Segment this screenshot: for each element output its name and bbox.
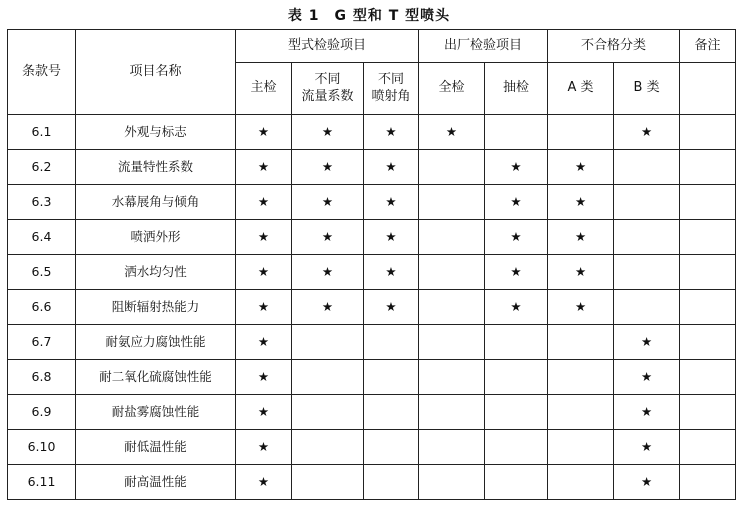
mark-cell xyxy=(236,290,292,325)
mark-cell xyxy=(485,360,548,395)
mark-cell xyxy=(364,290,419,325)
header-nonconformity-class: 不合格分类 xyxy=(548,30,680,63)
mark-cell xyxy=(292,150,364,185)
header-angle-line1: 不同 xyxy=(378,72,405,88)
star-icon: ★ xyxy=(510,159,522,175)
mark-cell xyxy=(292,255,364,290)
item-name: 洒水均匀性 xyxy=(76,255,236,290)
mark-cell xyxy=(236,255,292,290)
mark-cell xyxy=(548,360,614,395)
mark-cell xyxy=(419,430,485,465)
header-main-test: 主检 xyxy=(236,63,292,115)
mark-cell xyxy=(236,185,292,220)
table-row xyxy=(8,220,736,255)
mark-cell xyxy=(292,395,364,430)
mark-cell xyxy=(419,115,485,150)
star-icon: ★ xyxy=(574,264,587,280)
mark-cell xyxy=(548,220,614,255)
clause-number: 6.7 xyxy=(8,325,76,360)
star-icon: ★ xyxy=(640,334,653,350)
mark-cell xyxy=(236,325,292,360)
mark-cell xyxy=(680,325,736,360)
table-row xyxy=(8,325,736,360)
mark-cell xyxy=(485,395,548,430)
mark-cell xyxy=(485,290,548,325)
star-icon: ★ xyxy=(321,159,334,175)
star-icon: ★ xyxy=(257,439,270,455)
star-icon: ★ xyxy=(257,299,270,315)
mark-cell xyxy=(680,430,736,465)
mark-cell xyxy=(680,255,736,290)
table-caption: 表 1 G 型和 T 型喷头 xyxy=(287,8,451,24)
mark-cell xyxy=(364,115,419,150)
mark-cell xyxy=(548,255,614,290)
clause-number: 6.8 xyxy=(8,360,76,395)
star-icon: ★ xyxy=(510,194,522,210)
table-header xyxy=(8,30,736,115)
table-body xyxy=(8,115,736,500)
mark-cell xyxy=(292,115,364,150)
star-icon: ★ xyxy=(257,124,270,140)
clause-number: 6.1 xyxy=(8,115,76,150)
table-row xyxy=(8,290,736,325)
clause-number: 6.2 xyxy=(8,150,76,185)
mark-cell xyxy=(614,220,680,255)
clause-number: 6.10 xyxy=(8,430,76,465)
mark-cell xyxy=(236,360,292,395)
item-name: 耐氨应力腐蚀性能 xyxy=(76,325,236,360)
mark-cell xyxy=(680,185,736,220)
star-icon: ★ xyxy=(510,264,522,280)
mark-cell xyxy=(292,465,364,500)
mark-cell xyxy=(292,430,364,465)
mark-cell xyxy=(419,360,485,395)
mark-cell xyxy=(485,220,548,255)
mark-cell xyxy=(419,255,485,290)
mark-cell xyxy=(236,220,292,255)
star-icon: ★ xyxy=(574,194,587,210)
header-flow-line1: 不同 xyxy=(314,72,341,88)
star-icon: ★ xyxy=(257,264,270,280)
mark-cell xyxy=(548,290,614,325)
header-clause: 条款号 xyxy=(8,30,76,115)
star-icon: ★ xyxy=(321,229,334,245)
item-name: 耐高温性能 xyxy=(76,465,236,500)
mark-cell xyxy=(680,465,736,500)
mark-cell xyxy=(364,325,419,360)
mark-cell xyxy=(614,360,680,395)
item-name: 外观与标志 xyxy=(76,115,236,150)
header-class-a: A 类 xyxy=(548,63,614,115)
mark-cell xyxy=(419,220,485,255)
mark-cell xyxy=(485,150,548,185)
star-icon: ★ xyxy=(510,229,522,245)
header-class-b: B 类 xyxy=(614,63,680,115)
header-sampling-inspection: 抽检 xyxy=(485,63,548,115)
mark-cell xyxy=(485,325,548,360)
mark-cell xyxy=(548,465,614,500)
mark-cell xyxy=(364,465,419,500)
mark-cell xyxy=(548,430,614,465)
mark-cell xyxy=(680,395,736,430)
table-row xyxy=(8,150,736,185)
header-spray-angle xyxy=(364,63,419,115)
mark-cell xyxy=(364,255,419,290)
mark-cell xyxy=(419,465,485,500)
mark-cell xyxy=(364,150,419,185)
header-item-name: 项目名称 xyxy=(76,30,236,115)
mark-cell xyxy=(680,150,736,185)
star-icon: ★ xyxy=(385,159,397,175)
mark-cell xyxy=(236,150,292,185)
clause-number: 6.4 xyxy=(8,220,76,255)
star-icon: ★ xyxy=(640,439,653,455)
mark-cell xyxy=(614,255,680,290)
mark-cell xyxy=(614,430,680,465)
item-name: 阻断辐射热能力 xyxy=(76,290,236,325)
mark-cell xyxy=(292,185,364,220)
item-name: 流量特性系数 xyxy=(76,150,236,185)
mark-cell xyxy=(548,150,614,185)
star-icon: ★ xyxy=(321,194,334,210)
header-full-inspection: 全检 xyxy=(419,63,485,115)
star-icon: ★ xyxy=(385,194,397,210)
mark-cell xyxy=(236,465,292,500)
mark-cell xyxy=(419,185,485,220)
star-icon: ★ xyxy=(445,124,458,140)
mark-cell xyxy=(614,115,680,150)
table-row xyxy=(8,115,736,150)
mark-cell xyxy=(236,115,292,150)
header-type-test: 型式检验项目 xyxy=(236,30,419,63)
mark-cell xyxy=(680,290,736,325)
clause-number: 6.11 xyxy=(8,465,76,500)
clause-number: 6.5 xyxy=(8,255,76,290)
mark-cell xyxy=(485,185,548,220)
mark-cell xyxy=(680,360,736,395)
mark-cell xyxy=(548,185,614,220)
mark-cell xyxy=(680,220,736,255)
header-angle-line2: 喷射角 xyxy=(371,88,411,104)
star-icon: ★ xyxy=(510,299,522,315)
inspection-table xyxy=(7,29,736,500)
mark-cell xyxy=(614,290,680,325)
clause-number: 6.6 xyxy=(8,290,76,325)
mark-cell xyxy=(485,255,548,290)
star-icon: ★ xyxy=(321,264,334,280)
table-row xyxy=(8,430,736,465)
table-row xyxy=(8,255,736,290)
table-row xyxy=(8,185,736,220)
item-name: 水幕展角与倾角 xyxy=(76,185,236,220)
header-remark-blank xyxy=(680,63,736,115)
star-icon: ★ xyxy=(640,404,653,420)
mark-cell xyxy=(614,395,680,430)
star-icon: ★ xyxy=(385,299,397,315)
header-flow-line2: 流量系数 xyxy=(301,88,354,104)
star-icon: ★ xyxy=(257,334,270,350)
star-icon: ★ xyxy=(385,264,397,280)
mark-cell xyxy=(292,360,364,395)
star-icon: ★ xyxy=(257,369,270,385)
mark-cell xyxy=(680,115,736,150)
table-row xyxy=(8,395,736,430)
mark-cell xyxy=(419,325,485,360)
mark-cell xyxy=(292,325,364,360)
mark-cell xyxy=(614,465,680,500)
mark-cell xyxy=(614,325,680,360)
item-name: 耐低温性能 xyxy=(76,430,236,465)
table-row xyxy=(8,465,736,500)
star-icon: ★ xyxy=(257,474,270,490)
star-icon: ★ xyxy=(257,229,270,245)
mark-cell xyxy=(364,395,419,430)
mark-cell xyxy=(548,325,614,360)
mark-cell xyxy=(548,115,614,150)
mark-cell xyxy=(236,395,292,430)
item-name: 耐二氧化硫腐蚀性能 xyxy=(76,360,236,395)
star-icon: ★ xyxy=(385,124,397,140)
mark-cell xyxy=(485,430,548,465)
mark-cell xyxy=(364,360,419,395)
mark-cell xyxy=(292,290,364,325)
star-icon: ★ xyxy=(640,474,653,490)
mark-cell xyxy=(419,290,485,325)
mark-cell xyxy=(419,395,485,430)
mark-cell xyxy=(419,150,485,185)
mark-cell xyxy=(236,430,292,465)
star-icon: ★ xyxy=(257,159,270,175)
clause-number: 6.9 xyxy=(8,395,76,430)
mark-cell xyxy=(292,220,364,255)
item-name: 耐盐雾腐蚀性能 xyxy=(76,395,236,430)
table-row xyxy=(8,360,736,395)
header-flow-coefficient xyxy=(292,63,364,115)
star-icon: ★ xyxy=(385,229,397,245)
star-icon: ★ xyxy=(640,369,653,385)
mark-cell xyxy=(364,430,419,465)
mark-cell xyxy=(614,185,680,220)
star-icon: ★ xyxy=(574,229,587,245)
mark-cell xyxy=(614,150,680,185)
star-icon: ★ xyxy=(640,124,653,140)
star-icon: ★ xyxy=(257,194,270,210)
header-remark: 备注 xyxy=(680,30,736,63)
mark-cell xyxy=(485,115,548,150)
star-icon: ★ xyxy=(574,159,587,175)
mark-cell xyxy=(548,395,614,430)
mark-cell xyxy=(364,185,419,220)
star-icon: ★ xyxy=(321,124,334,140)
mark-cell xyxy=(485,465,548,500)
header-factory-test: 出厂检验项目 xyxy=(419,30,548,63)
item-name: 喷洒外形 xyxy=(76,220,236,255)
star-icon: ★ xyxy=(321,299,334,315)
mark-cell xyxy=(364,220,419,255)
clause-number: 6.3 xyxy=(8,185,76,220)
star-icon: ★ xyxy=(257,404,270,420)
star-icon: ★ xyxy=(574,299,587,315)
